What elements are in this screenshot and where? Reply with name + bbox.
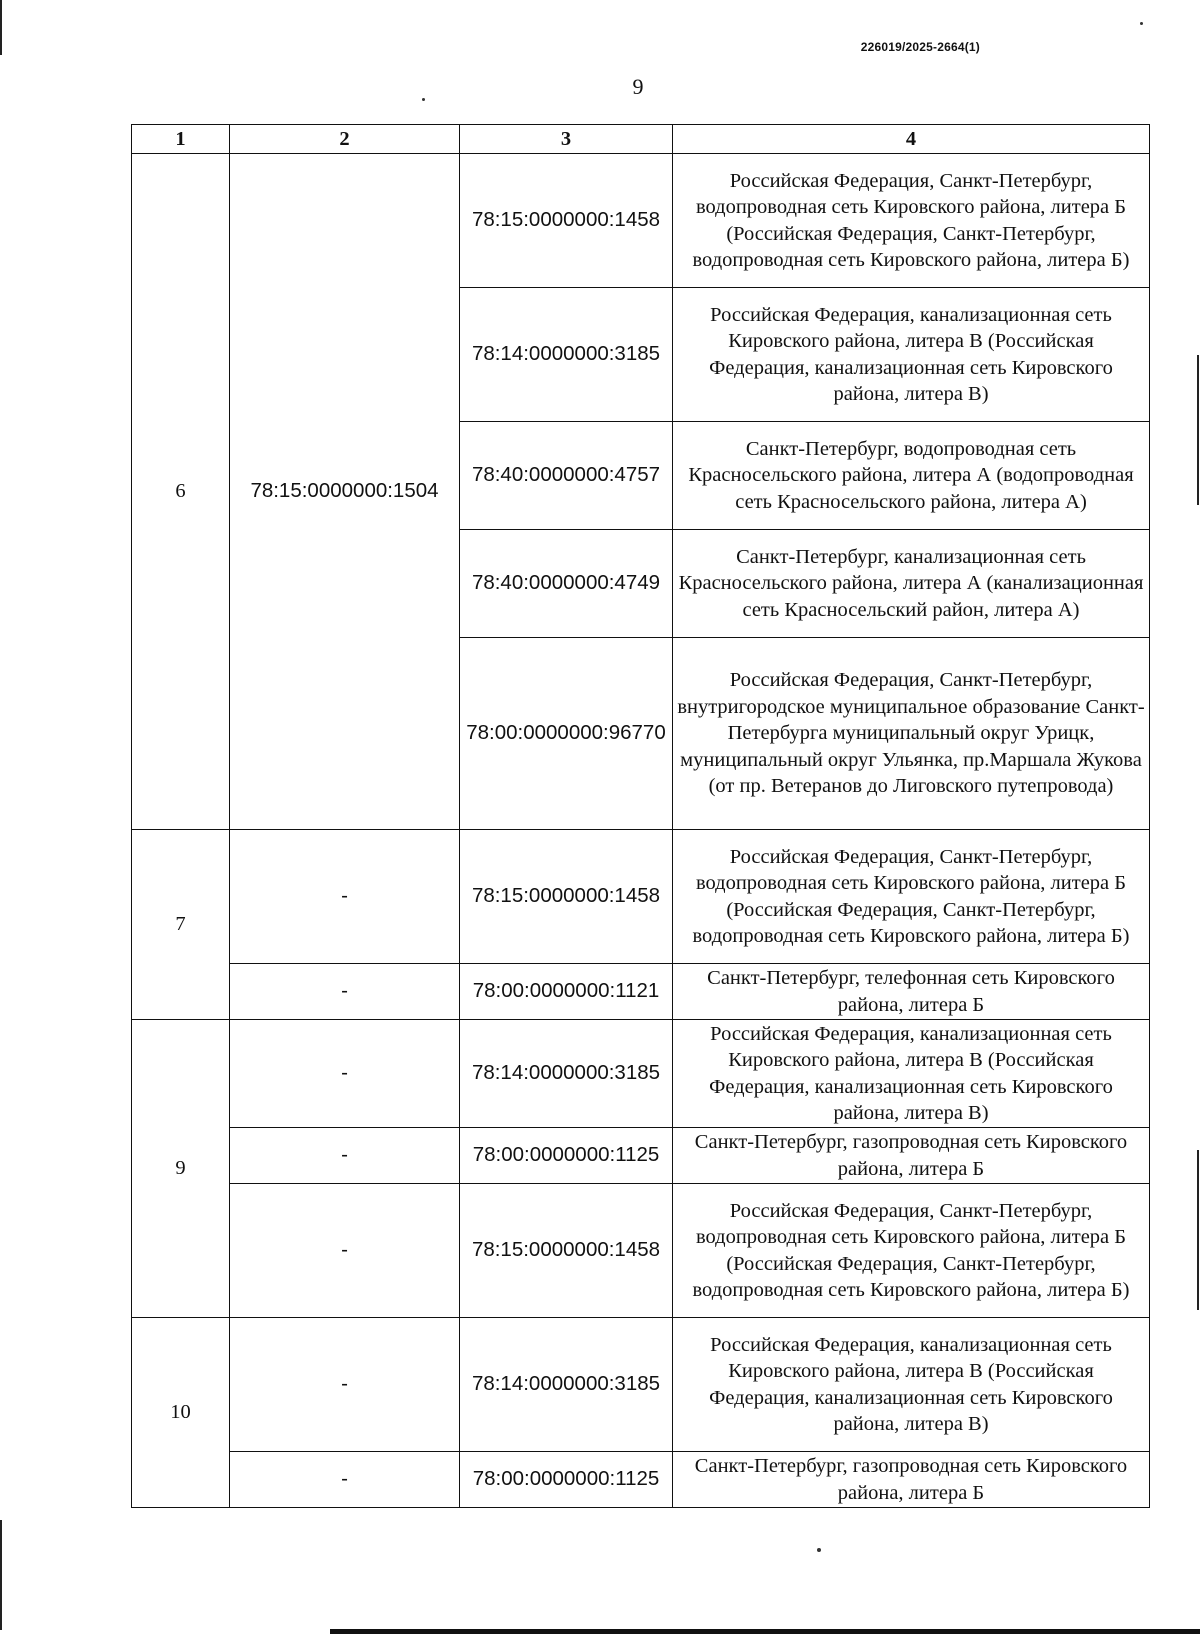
cadastral-number: 78:40:0000000:4757 <box>460 422 673 530</box>
cadastral-number: 78:00:0000000:1125 <box>460 1128 673 1184</box>
parcel-number: - <box>230 830 460 964</box>
table-row <box>132 1452 1150 1508</box>
group-number: 10 <box>132 1318 230 1508</box>
address-cell: Российская Федерация, канализационная сеть Кировского района, литера В (Российская Федерация, канализационная сеть Кировского района, литера В) <box>673 288 1150 422</box>
address-cell: Санкт-Петербург, телефонная сеть Кировского района, литера Б <box>673 964 1150 1020</box>
cadastral-number: 78:40:0000000:4749 <box>460 530 673 638</box>
scan-edge-mark <box>0 1520 2 1630</box>
table-row <box>132 154 1150 288</box>
column-header-4: 4 <box>673 125 1150 154</box>
document-code: 226019/2025-2664(1) <box>860 40 980 54</box>
parcel-number: 78:15:0000000:1504 <box>230 154 460 830</box>
scan-edge-mark <box>0 0 2 55</box>
address-cell: Санкт-Петербург, водопроводная сеть Красносельского района, литера А (водопроводная сеть Красносельского района, литера А) <box>673 422 1150 530</box>
address-cell: Санкт-Петербург, газопроводная сеть Кировского района, литера Б <box>673 1452 1150 1508</box>
table-row <box>132 1318 1150 1452</box>
address-cell: Российская Федерация, Санкт-Петербург, водопроводная сеть Кировского района, литера Б (Российская Федерация, Санкт-Петербург, водопроводная сеть Кировского района, литера Б) <box>673 154 1150 288</box>
cadastral-number: 78:00:0000000:1125 <box>460 1452 673 1508</box>
parcel-number: - <box>230 1128 460 1184</box>
parcel-number: - <box>230 1318 460 1452</box>
scan-edge-mark <box>1197 355 1199 505</box>
cadastral-number: 78:00:0000000:96770 <box>460 638 673 830</box>
scan-edge-mark <box>1197 1150 1199 1310</box>
parcels-table <box>131 124 1150 1508</box>
parcel-number: - <box>230 1020 460 1128</box>
group-number: 9 <box>132 1020 230 1318</box>
cadastral-number: 78:15:0000000:1458 <box>460 830 673 964</box>
address-cell: Российская Федерация, Санкт-Петербург, водопроводная сеть Кировского района, литера Б (Российская Федерация, Санкт-Петербург, водопроводная сеть Кировского района, литера Б) <box>673 830 1150 964</box>
address-cell: Российская Федерация, канализационная сеть Кировского района, литера В (Российская Федерация, канализационная сеть Кировского района, литера В) <box>673 1318 1150 1452</box>
address-cell: Санкт-Петербург, канализационная сеть Красносельского района, литера А (канализационная сеть Красносельский район, литера А) <box>673 530 1150 638</box>
scan-speck <box>817 1548 821 1552</box>
scan-speck <box>1140 22 1143 25</box>
table-row <box>132 1128 1150 1184</box>
scan-speck <box>422 98 425 101</box>
cadastral-number: 78:14:0000000:3185 <box>460 1020 673 1128</box>
cadastral-number: 78:00:0000000:1121 <box>460 964 673 1020</box>
column-header-1: 1 <box>132 125 230 154</box>
cadastral-number: 78:14:0000000:3185 <box>460 288 673 422</box>
table-header-row <box>132 125 1150 154</box>
address-cell: Санкт-Петербург, газопроводная сеть Кировского района, литера Б <box>673 1128 1150 1184</box>
column-header-3: 3 <box>460 125 673 154</box>
address-cell: Российская Федерация, Санкт-Петербург, водопроводная сеть Кировского района, литера Б (Российская Федерация, Санкт-Петербург, водопроводная сеть Кировского района, литера Б) <box>673 1184 1150 1318</box>
table-row <box>132 1184 1150 1318</box>
cadastral-number: 78:15:0000000:1458 <box>460 154 673 288</box>
address-cell: Российская Федерация, канализационная сеть Кировского района, литера В (Российская Федерация, канализационная сеть Кировского района, литера В) <box>673 1020 1150 1128</box>
cadastral-number: 78:15:0000000:1458 <box>460 1184 673 1318</box>
page-number: 9 <box>632 74 644 99</box>
table-row <box>132 830 1150 964</box>
scan-bottom-bar <box>330 1629 1200 1634</box>
table-row <box>132 964 1150 1020</box>
parcel-number: - <box>230 1452 460 1508</box>
address-cell: Российская Федерация, Санкт-Петербург, внутригородское муниципальное образование Санкт-Петербурга муниципальный округ Урицк, муниципальный округ Ульянка, пр.Маршала Жукова (от пр. Ветеранов до Лиговского путепровода) <box>673 638 1150 830</box>
parcel-number: - <box>230 964 460 1020</box>
column-header-2: 2 <box>230 125 460 154</box>
cadastral-number: 78:14:0000000:3185 <box>460 1318 673 1452</box>
group-number: 7 <box>132 830 230 1020</box>
table-row <box>132 1020 1150 1128</box>
group-number: 6 <box>132 154 230 830</box>
parcel-number: - <box>230 1184 460 1318</box>
